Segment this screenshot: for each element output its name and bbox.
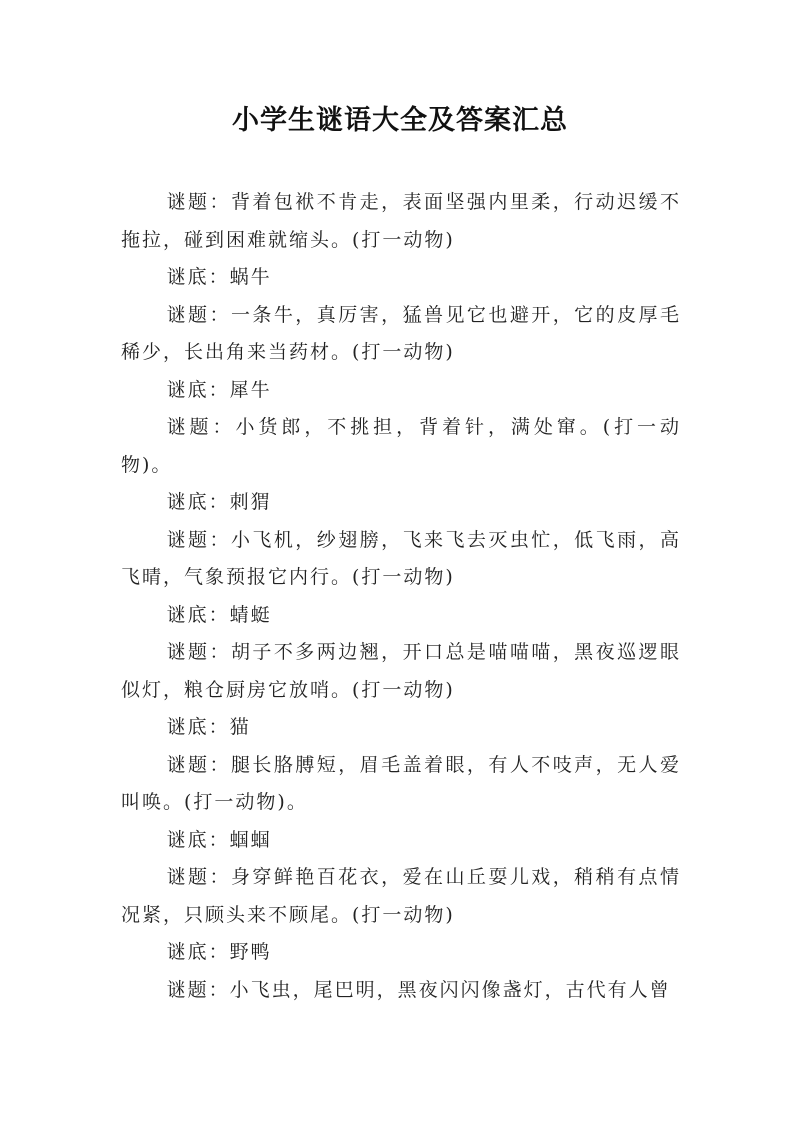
riddle-question: 谜题：胡子不多两边翘，开口总是喵喵喵，黑夜巡逻眼似灯，粮仓厨房它放哨。(打一动物) (121, 641, 681, 701)
riddle-question: 谜题：腿长胳膊短，眉毛盖着眼，有人不吱声，无人爱叫唤。(打一动物)。 (121, 753, 681, 813)
riddle-question: 谜题：背着包袱不肯走，表面坚强内里柔，行动迟缓不拖拉，碰到困难就缩头。(打一动物) (121, 191, 681, 251)
riddle-question: 谜题：小货郎，不挑担，背着针，满处窜。(打一动物)。 (121, 416, 681, 476)
riddle-answer: 谜底：蜗牛 (166, 266, 272, 288)
riddle-answer: 谜底：蜻蜓 (166, 603, 272, 626)
riddle-answer: 谜底：刺猬 (166, 491, 272, 513)
riddle-question: 谜题：一条牛，真厉害，猛兽见它也避开，它的皮厚毛稀少，长出角来当药材。(打一动物) (121, 303, 681, 363)
riddle-list (121, 184, 681, 1009)
riddle-answer: 谜底：猫 (166, 716, 251, 738)
riddle-question: 谜题：小飞机，纱翅膀，飞来飞去灭虫忙，低飞雨，高飞晴，气象预报它内行。(打一动物) (121, 528, 681, 588)
riddle-question: 谜题：身穿鲜艳百花衣，爱在山丘耍儿戏，稍稍有点情况紧，只顾头来不顾尾。(打一动物) (121, 866, 681, 926)
riddle-answer: 谜底：犀牛 (166, 378, 272, 401)
riddle-question: 谜题：小飞虫，尾巴明，黑夜闪闪像盏灯，古代有人曾 (166, 978, 671, 1001)
riddle-answer: 谜底：野鸭 (166, 941, 272, 963)
riddle-answer: 谜底：蝈蝈 (166, 828, 272, 851)
page-title: 小学生谜语大全及答案汇总 (232, 105, 568, 136)
